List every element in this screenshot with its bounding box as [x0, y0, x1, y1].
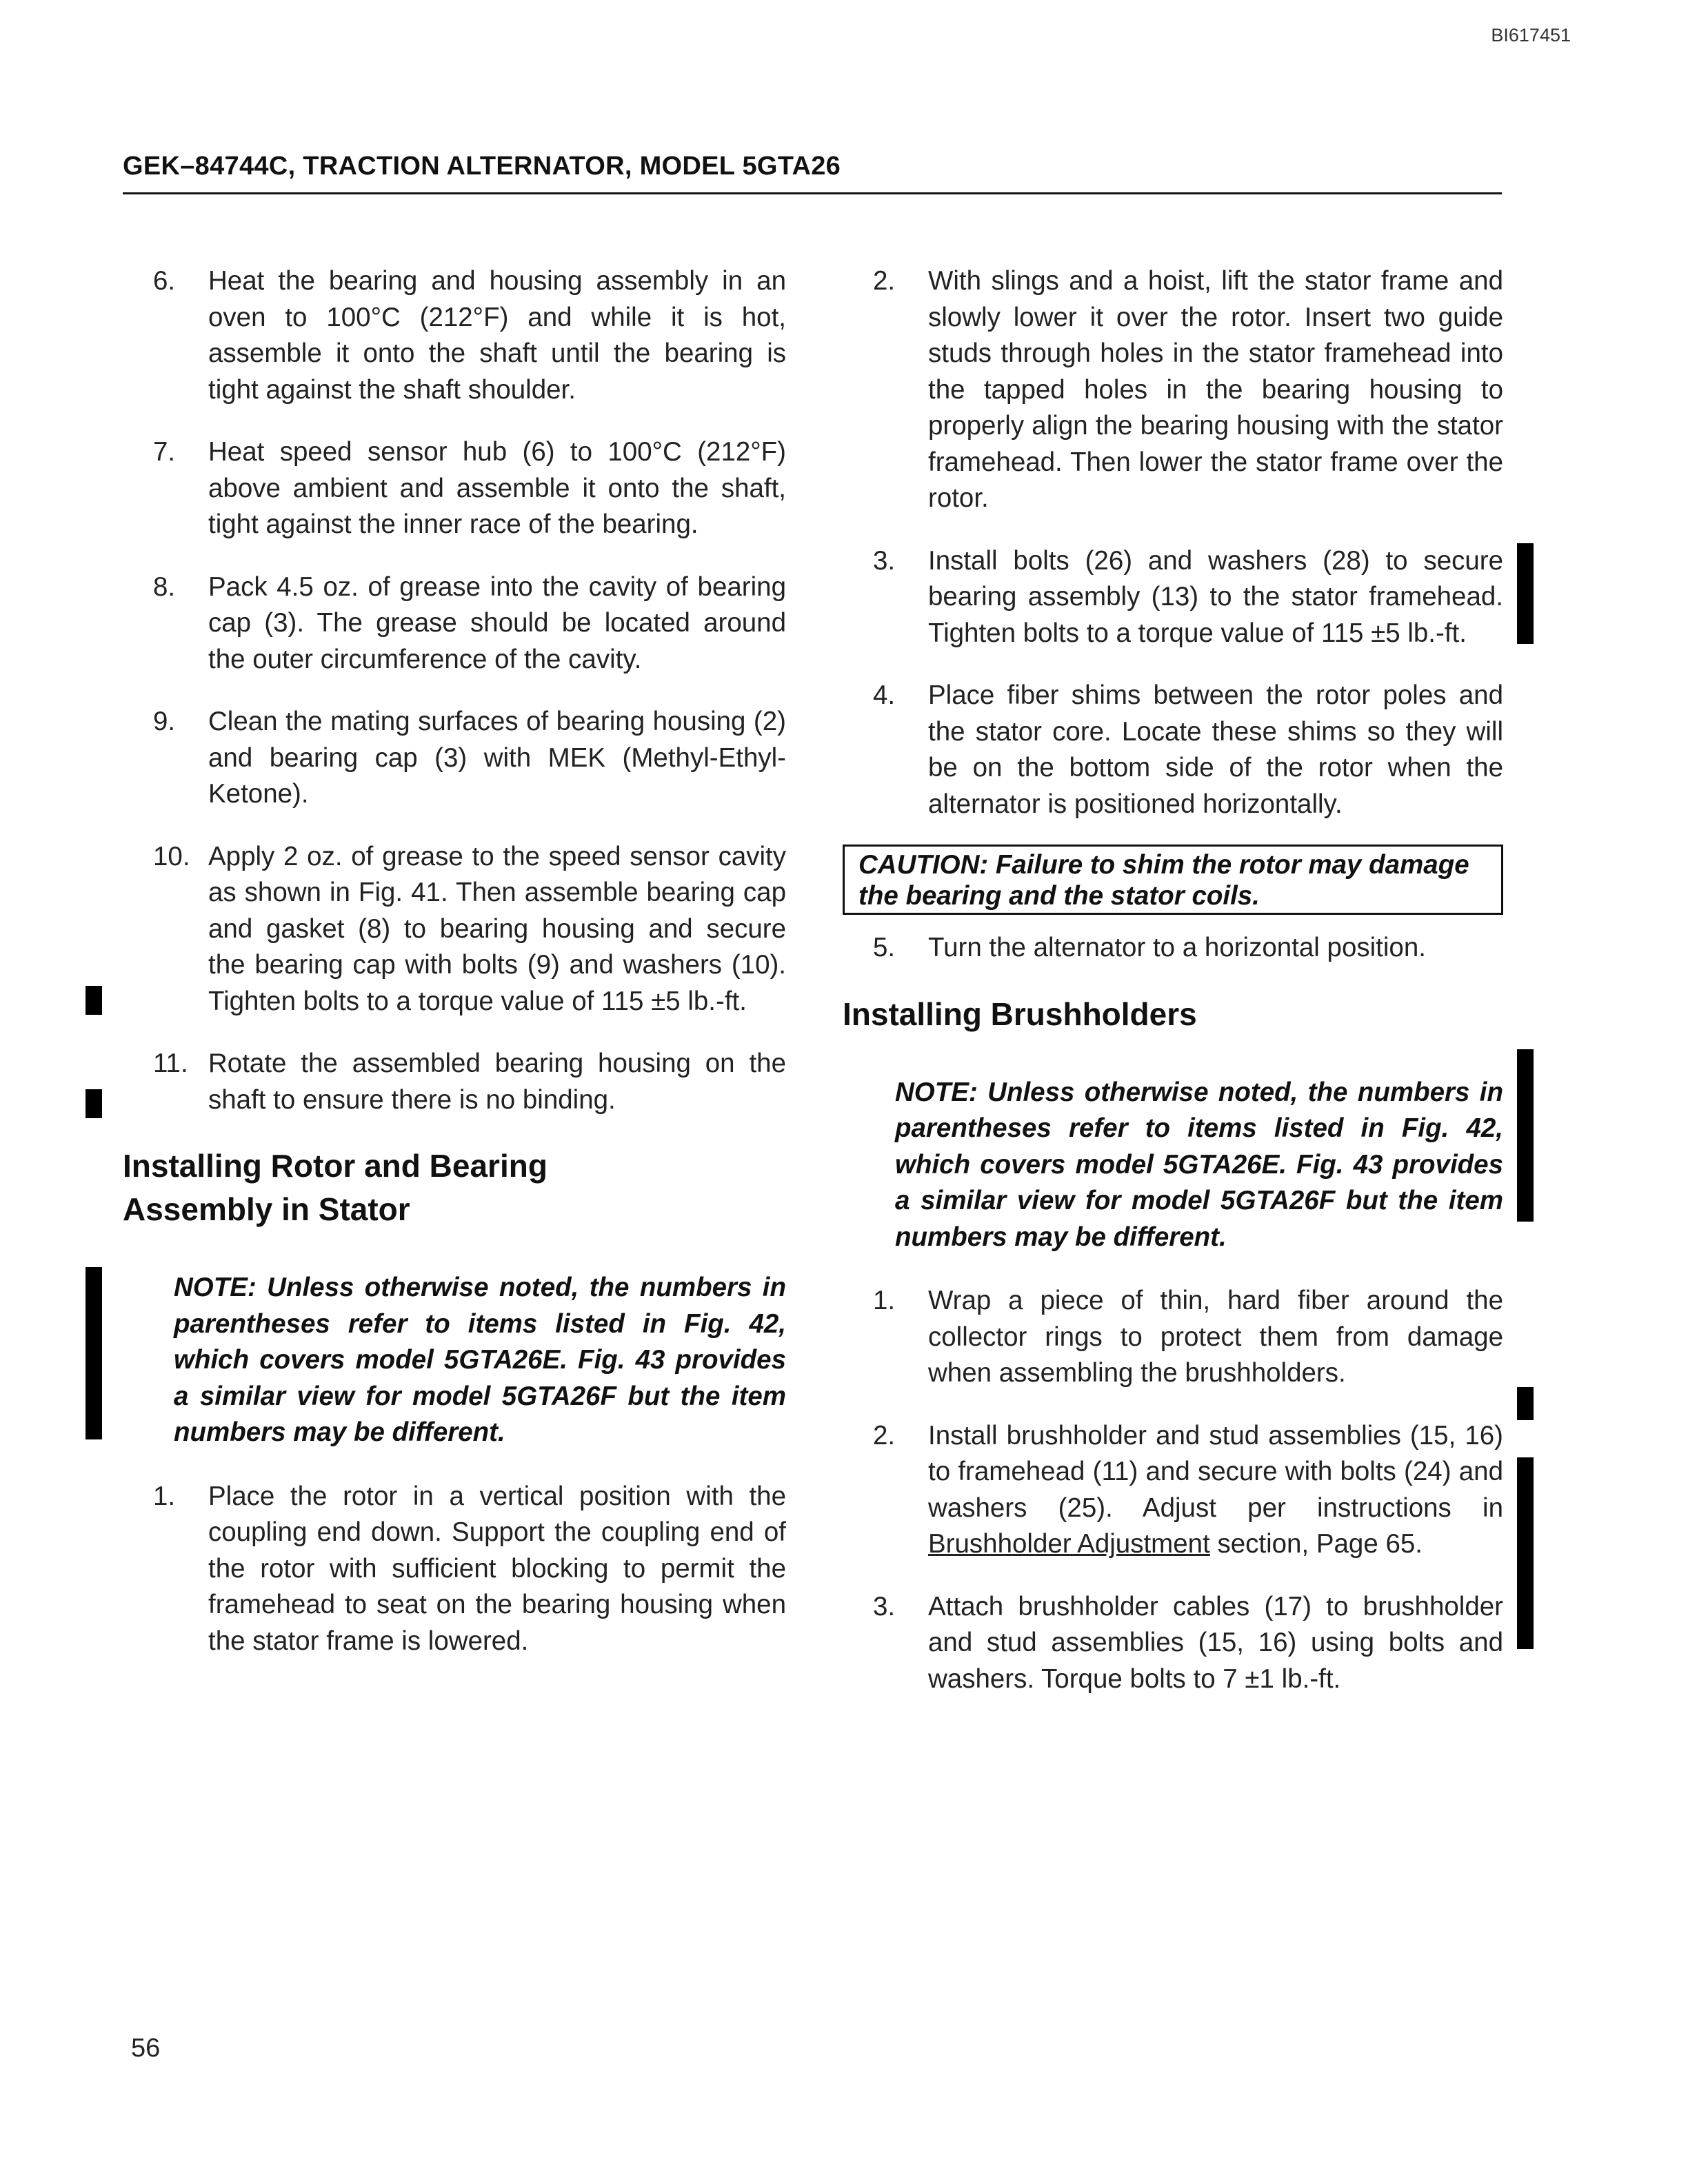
brushholder-adjustment-link[interactable]: Brushholder Adjustment	[928, 1529, 1210, 1559]
caution-box: CAUTION: Failure to shim the rotor may damage the bearing and the stator coils.	[843, 845, 1503, 915]
left-column	[123, 263, 786, 1686]
section-title-line: Assembly in Stator	[123, 1191, 410, 1227]
step-text: Pack 4.5 oz. of grease into the cavity of bearing cap (3). The grease should be located around the outer circumference of the cavity.	[208, 572, 786, 674]
step-10	[123, 839, 786, 1020]
revision-bar	[1517, 1049, 1534, 1222]
step-3-stator	[843, 543, 1503, 652]
step-text: Turn the alternator to a horizontal position.	[928, 933, 1426, 962]
step-number: 8.	[153, 572, 176, 602]
step-9	[123, 704, 786, 813]
step-3-brush	[843, 1589, 1503, 1698]
step-1-brush	[843, 1283, 1503, 1392]
step-2-brush	[843, 1418, 1503, 1563]
note-left: NOTE: Unless otherwise noted, the numbers in parentheses refer to items listed in Fig. 42, which covers model 5GTA26E. Fig. 43 provides a similar view for model 5GTA26F but the item numbers may be different.	[174, 1273, 786, 1447]
revision-bar	[1517, 1457, 1534, 1649]
revision-bar	[86, 1089, 102, 1118]
step-number: 2.	[873, 1420, 896, 1450]
section-title-rotor-bearing	[123, 1144, 786, 1231]
section-title-line: Installing Rotor and Bearing	[123, 1148, 547, 1184]
step-number: 11.	[153, 1049, 188, 1078]
page-header: GEK–84744C, TRACTION ALTERNATOR, MODEL 5GTA26	[123, 152, 1502, 194]
step-text: Heat speed sensor hub (6) to 100°C (212°F) above ambient and assemble it onto the shaft, tight against the inner race of the bearing.	[208, 437, 786, 539]
step-number: 5.	[873, 933, 896, 962]
step-number: 3.	[873, 1591, 896, 1621]
step-text: With slings and a hoist, lift the stator frame and slowly lower it over the rotor. Insert two guide studs through holes in the stator framehead into the tapped holes in the bearing housing to properly align the bearing housing with the stator framehead. Then lower the stator frame over the rotor.	[928, 266, 1503, 513]
step-number: 9.	[153, 707, 176, 736]
step-text: Attach brushholder cables (17) to brushholder and stud assemblies (15, 16) using bolts and washers. Torque bolts to 7 ±1 lb.-ft.	[928, 1591, 1503, 1694]
step-number: 1.	[873, 1286, 896, 1315]
step-number: 2.	[873, 266, 896, 296]
step-4-stator	[843, 678, 1503, 822]
step-number: 1.	[153, 1481, 176, 1511]
step-text-pre: Install brushholder and stud assemblies (15, 16) to framehead (11) and secure with bolts (24) and washers (25). Adjust per instructions in	[928, 1420, 1503, 1523]
step-5-stator	[843, 930, 1503, 967]
step-6	[123, 263, 786, 408]
note-right: NOTE: Unless otherwise noted, the numbers in parentheses refer to items listed in Fig. 42, which covers model 5GTA26E. Fig. 43 provides a similar view for model 5GTA26F but the item numbers may be different.	[895, 1077, 1503, 1252]
step-text: Apply 2 oz. of grease to the speed sensor cavity as shown in Fig. 41. Then assemble bearing cap and gasket (8) to bearing housing and secure the bearing cap with bolts (9) and washers (10). Tighten bolts to a torque value of 115 ±5 lb.-ft.	[208, 841, 786, 1016]
revision-bar	[1517, 543, 1534, 644]
step-number: 10.	[153, 841, 190, 871]
page-number: 56	[131, 2034, 161, 2063]
step-text: Place the rotor in a vertical position with the coupling end down. Support the coupling end of the rotor with sufficient blocking to permit the framehead to seat on the bearing housing when the stator frame is lowered.	[208, 1481, 786, 1656]
step-text	[928, 1421, 1503, 1559]
step-text: Place fiber shims between the rotor poles and the stator core. Locate these shims so they will be on the bottom side of the rotor when the alternator is positioned horizontally.	[928, 680, 1503, 819]
step-7	[123, 434, 786, 543]
step-number: 4.	[873, 680, 896, 710]
step-text: Wrap a piece of thin, hard fiber around the collector rings to protect them from damage when assembling the brushholders.	[928, 1286, 1503, 1388]
step-text: Heat the bearing and housing assembly in an oven to 100°C (212°F) and while it is hot, assemble it onto the shaft until the bearing is tight against the shaft shoulder.	[208, 266, 786, 405]
step-1-rotor	[123, 1479, 786, 1660]
step-number: 6.	[153, 266, 176, 296]
revision-bar	[86, 986, 102, 1015]
section-title-brushholders: Installing Brushholders	[843, 995, 1197, 1032]
step-text-post: section, Page 65.	[1209, 1529, 1423, 1559]
step-8	[123, 569, 786, 678]
step-2-stator	[843, 263, 1503, 517]
step-11	[123, 1046, 786, 1118]
step-text: Rotate the assembled bearing housing on the shaft to ensure there is no binding.	[208, 1049, 786, 1115]
step-text: Clean the mating surfaces of bearing housing (2) and bearing cap (3) with MEK (Methyl-Ethyl-Ketone).	[208, 707, 786, 809]
revision-bar	[86, 1267, 102, 1439]
step-number: 3.	[873, 545, 896, 576]
document-id: BI617451	[1491, 25, 1571, 46]
step-number: 7.	[153, 437, 176, 467]
step-text: Install bolts (26) and washers (28) to secure bearing assembly (13) to the stator framehead. Tighten bolts to a torque value of 115 ±5 lb.-ft.	[928, 545, 1503, 648]
right-column	[843, 263, 1503, 1723]
revision-bar	[1517, 1387, 1534, 1420]
